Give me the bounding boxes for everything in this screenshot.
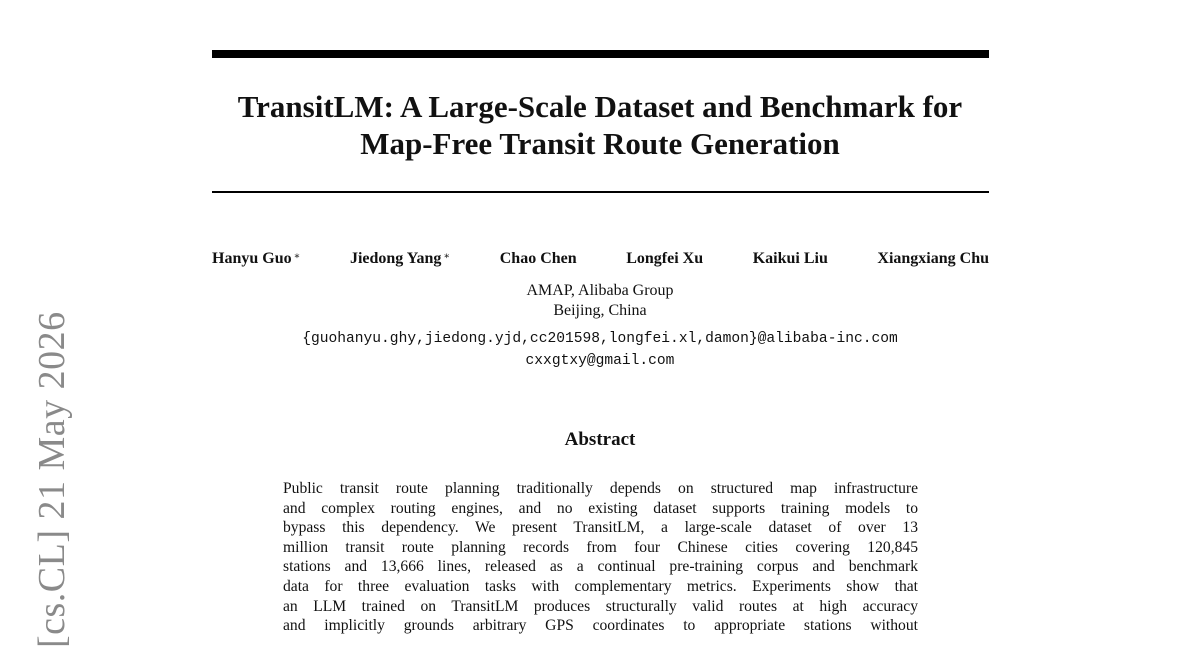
- author-name: Longfei Xu: [626, 250, 704, 267]
- affiliation-location: Beijing, China: [553, 302, 647, 319]
- abstract-line: an LLM trained on TransitLM produces structurally valid routes at high accuracy: [283, 597, 918, 615]
- abstract-line: data for three evaluation tasks with complementary metrics. Experiments show that: [283, 577, 918, 595]
- affiliation-organization: AMAP, Alibaba Group: [526, 282, 674, 299]
- abstract-line: and implicitly grounds arbitrary GPS coordinates to appropriate stations without: [283, 617, 918, 635]
- arxiv-side-stamp: [cs.CL] 21 May 2026: [31, 311, 73, 648]
- abstract-body: [283, 479, 918, 636]
- author-name: Hanyu Guo: [212, 250, 292, 267]
- paper-title-line: TransitLM: A Large-Scale Dataset and Benchmark for: [237, 89, 963, 124]
- author: [753, 249, 828, 269]
- author-list: [212, 249, 989, 269]
- equal-contribution-mark: ∗: [443, 251, 451, 262]
- author: [877, 249, 989, 269]
- title-bottom-rule: [212, 191, 989, 193]
- author-email[interactable]: cxxgtxy@gmail.com: [525, 353, 675, 369]
- author: [500, 249, 577, 269]
- author: [350, 249, 450, 269]
- title-top-rule: [212, 50, 989, 58]
- author-name: Xiangxiang Chu: [877, 250, 989, 267]
- paper-title: [200, 88, 1000, 162]
- abstract-line: and complex routing engines, and no existing dataset supports training models to: [283, 499, 918, 517]
- author-name: Jiedong Yang: [349, 250, 442, 267]
- abstract-line: million transit route planning records from four Chinese cities covering 120,845: [283, 538, 918, 556]
- equal-contribution-mark: ∗: [293, 251, 301, 262]
- abstract-line: Public transit route planning traditionally depends on structured map infrastructure: [283, 480, 918, 497]
- abstract-line: bypass this dependency. We present TransitLM, a large-scale dataset of over 13: [283, 519, 918, 537]
- paper-title-line: Map-Free Transit Route Generation: [360, 126, 840, 161]
- abstract-line: stations and 13,666 lines, released as a continual pre-training corpus and benchmark: [283, 558, 918, 576]
- author-name: Kaikui Liu: [752, 250, 828, 267]
- author-emails[interactable]: {guohanyu.ghy,jiedong.yjd,cc201598,longfei.xl,damon}@alibaba-inc.com: [302, 331, 898, 347]
- author: [212, 249, 300, 269]
- author: [626, 249, 703, 269]
- author-name: Chao Chen: [499, 250, 577, 267]
- abstract-heading: Abstract: [564, 429, 636, 450]
